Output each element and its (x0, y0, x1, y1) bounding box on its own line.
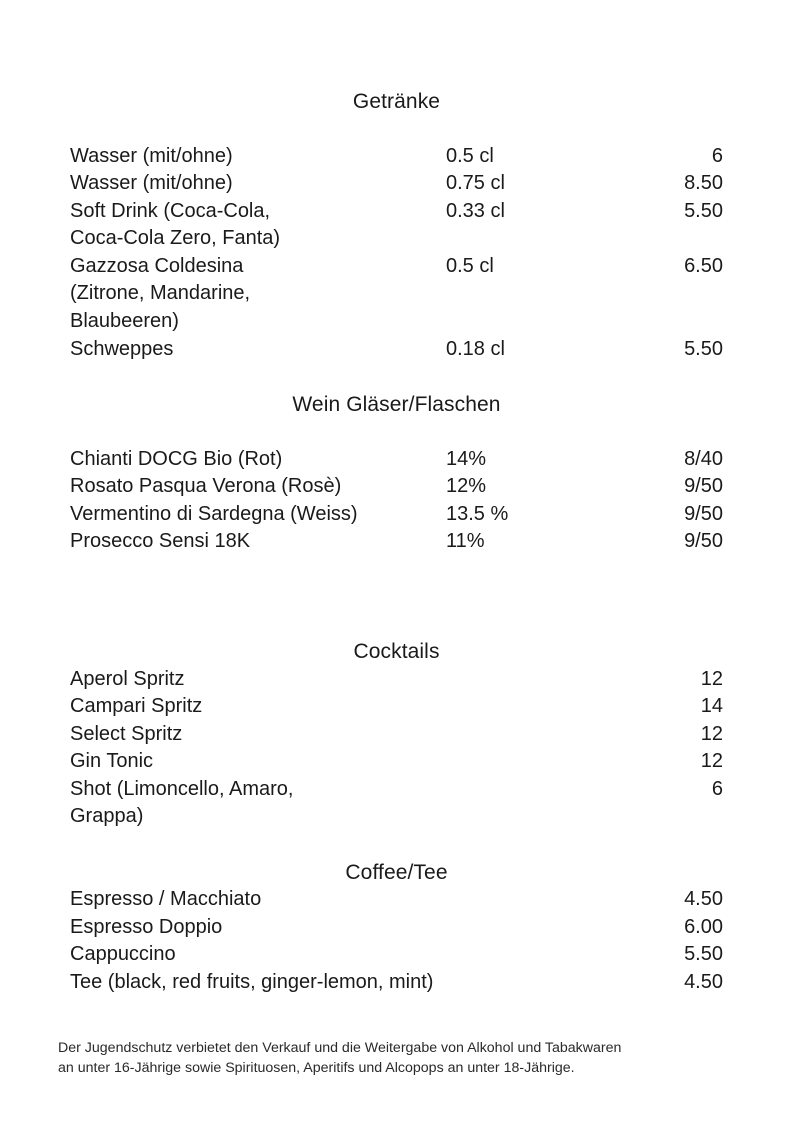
menu-item (70, 886, 723, 913)
item-name: Gin Tonic (70, 750, 154, 772)
item-price: 12 (700, 668, 723, 690)
menu-item (70, 446, 723, 473)
item-price: 12 (700, 723, 723, 745)
item-name: Select Spritz (70, 723, 183, 745)
item-name: Campari Spritz (70, 695, 203, 717)
menu-item (70, 253, 723, 332)
youth-protection-note (58, 1038, 748, 1078)
item-name: Prosecco Sensi 18K (70, 530, 251, 552)
item-price: 6.00 (684, 916, 723, 938)
menu-item (70, 198, 723, 249)
menu-item (70, 501, 723, 528)
item-price: 9/50 (684, 503, 723, 525)
menu-item (70, 748, 723, 775)
item-name: Soft Drink (Coca-Cola, (70, 200, 271, 222)
item-name-line2: Coca-Cola Zero, Fanta) (70, 227, 281, 249)
menu-item (70, 969, 723, 996)
item-volume: 0.75 cl (446, 172, 505, 194)
item-price: 12 (700, 750, 723, 772)
item-price: 5.50 (684, 943, 723, 965)
item-name-line3: Blaubeeren) (70, 310, 179, 332)
section-title-cocktails: Cocktails (353, 640, 440, 663)
menu-item (70, 336, 723, 363)
item-price: 8/40 (684, 448, 723, 470)
item-name: Aperol Spritz (70, 668, 185, 690)
item-name: Rosato Pasqua Verona (Rosè) (70, 475, 342, 497)
menu-item (70, 473, 723, 500)
menu-item (70, 666, 723, 693)
section-title-wine: Wein Gläser/Flaschen (292, 393, 501, 416)
item-name-line2: (Zitrone, Mandarine, (70, 282, 251, 304)
item-volume: 13.5 % (446, 503, 509, 525)
item-name-line2: Grappa) (70, 805, 144, 827)
footer-line-2: an unter 16-Jährige sowie Spirituosen, Aperitifs und Alcopops an unter 18-Jährige. (58, 1060, 575, 1076)
footer-line-1: Der Jugendschutz verbietet den Verkauf und die Weitergabe von Alkohol und Tabakwaren (58, 1040, 622, 1056)
item-price: 6.50 (684, 255, 723, 277)
item-price: 4.50 (684, 888, 723, 910)
item-volume: 14% (446, 448, 487, 470)
item-name: Espresso Doppio (70, 916, 223, 938)
section-title-coffee: Coffee/Tee (345, 861, 448, 884)
item-name: Cappuccino (70, 943, 176, 965)
menu-item (70, 776, 723, 827)
item-price: 4.50 (684, 971, 723, 993)
item-volume: 11% (446, 530, 485, 552)
item-volume: 0.33 cl (446, 200, 505, 222)
item-price: 6 (711, 145, 723, 167)
item-price: 6 (711, 778, 723, 800)
item-name: Vermentino di Sardegna (Weiss) (70, 503, 358, 525)
item-name: Gazzosa Coldesina (70, 255, 244, 277)
item-name: Shot (Limoncello, Amaro, (70, 778, 294, 800)
item-volume: 0.18 cl (446, 338, 505, 360)
menu-item (70, 914, 723, 941)
item-volume: 0.5 cl (446, 145, 494, 167)
item-price: 5.50 (684, 200, 723, 222)
item-name: Espresso / Macchiato (70, 888, 262, 910)
item-name: Tee (black, red fruits, ginger-lemon, mint) (70, 971, 434, 993)
section-title-drinks: Getränke (352, 90, 441, 113)
item-volume: 12% (446, 475, 487, 497)
item-price: 5.50 (684, 338, 723, 360)
item-name: Wasser (mit/ohne) (70, 172, 233, 194)
item-price: 9/50 (684, 475, 723, 497)
item-price: 14 (700, 695, 723, 717)
menu-item (70, 693, 723, 720)
menu-item (70, 528, 723, 555)
menu-item (70, 170, 723, 197)
menu-item (70, 941, 723, 968)
item-price: 9/50 (684, 530, 723, 552)
item-price: 8.50 (684, 172, 723, 194)
item-name: Wasser (mit/ohne) (70, 145, 233, 167)
menu-item (70, 721, 723, 748)
item-name: Chianti DOCG Bio (Rot) (70, 448, 283, 470)
item-volume: 0.5 cl (446, 255, 494, 277)
menu-item (70, 143, 723, 170)
item-name: Schweppes (70, 338, 174, 360)
